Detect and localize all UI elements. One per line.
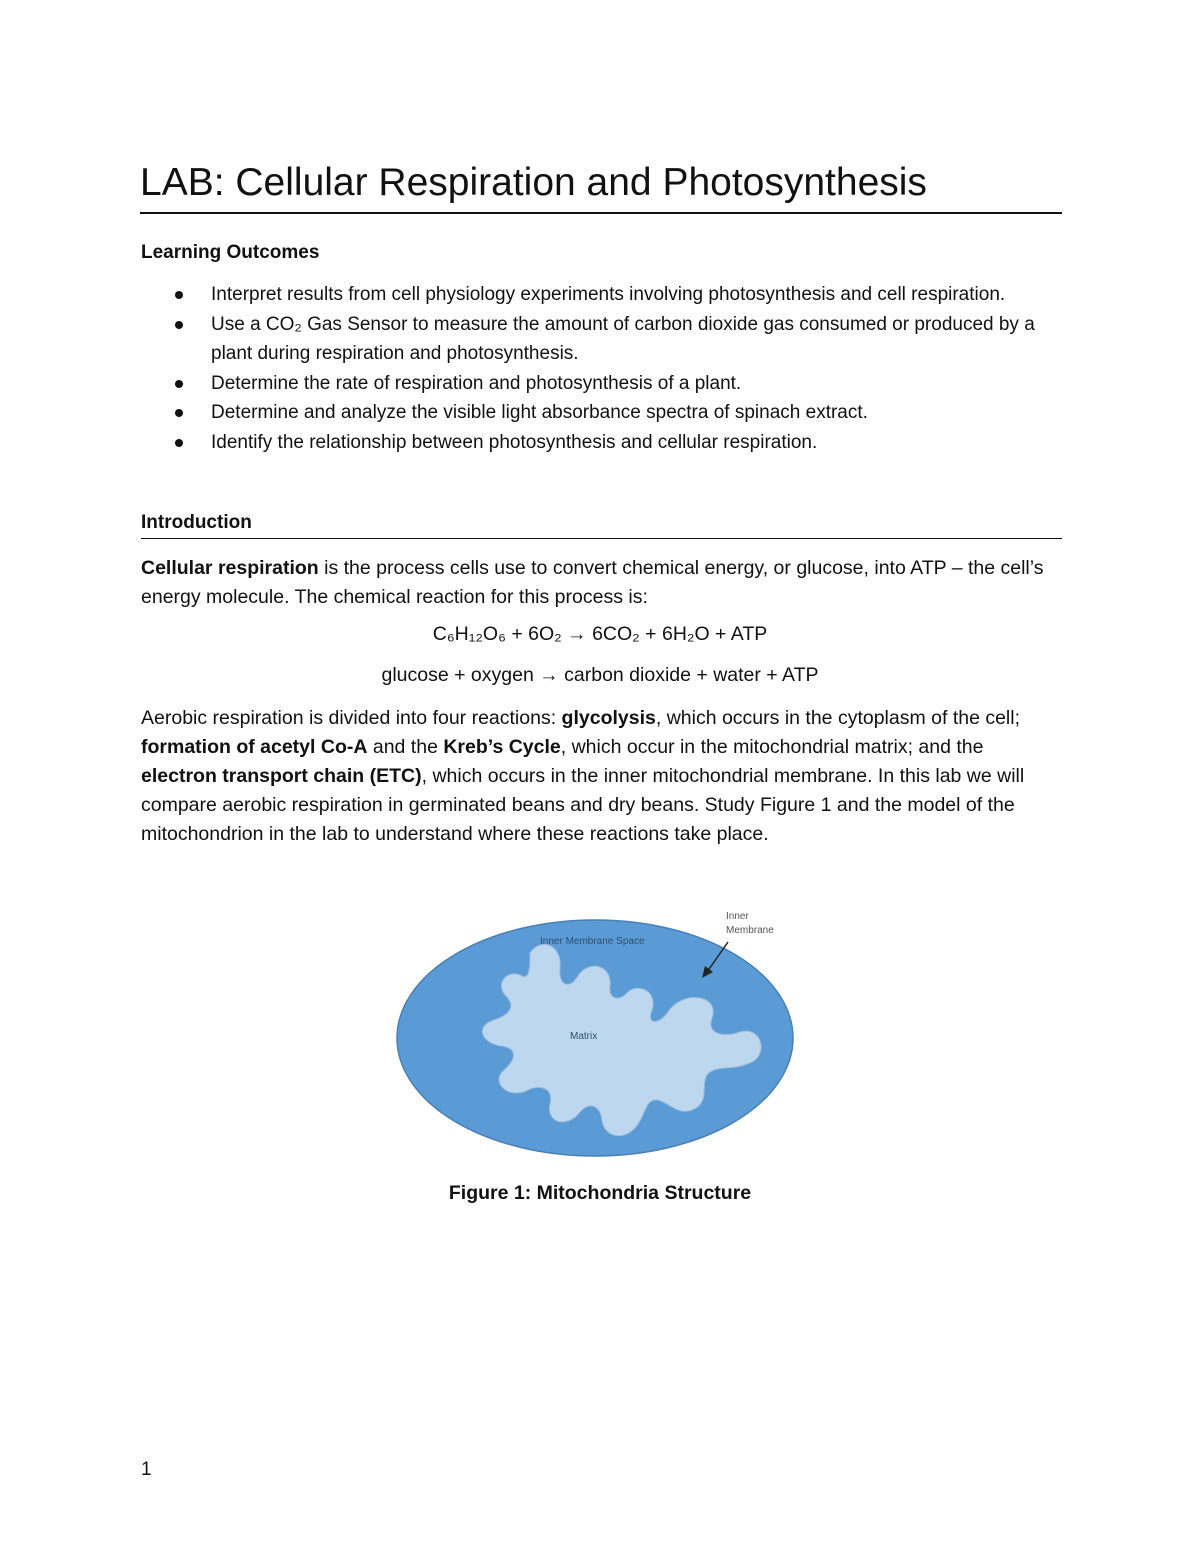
term-krebs-cycle: Kreb’s Cycle bbox=[443, 736, 561, 758]
label-inner-membrane-2: Membrane bbox=[726, 925, 774, 936]
word-equation: glucose + oxygen → carbon dioxide + water + ATP bbox=[381, 664, 819, 686]
text-run: , which occur in the mitochondrial matrix; and the bbox=[560, 736, 984, 758]
term-acetyl-coa: formation of acetyl Co-A bbox=[141, 736, 368, 758]
text-run: and the bbox=[367, 736, 444, 758]
introduction-heading: Introduction bbox=[141, 512, 1062, 539]
page-title: LAB: Cellular Respiration and Photosynthesis bbox=[140, 160, 1062, 214]
label-matrix: Matrix bbox=[570, 1031, 598, 1042]
list-item: Determine the rate of respiration and photosynthesis of a plant. bbox=[140, 369, 1040, 399]
label-inner-membrane-space: Inner Membrane Space bbox=[540, 936, 645, 947]
learning-outcomes-list bbox=[140, 280, 1040, 457]
intro-paragraph-1 bbox=[141, 554, 1061, 612]
term-cellular-respiration: Cellular respiration bbox=[141, 557, 319, 579]
term-etc: electron transport chain (ETC) bbox=[141, 765, 422, 787]
figure-caption: Figure 1: Mitochondria Structure bbox=[448, 1182, 752, 1204]
list-item: Interpret results from cell physiology experiments involving photosynthesis and cell respiration. bbox=[140, 280, 1040, 310]
text-run: Aerobic respiration is divided into four reactions: bbox=[141, 707, 562, 729]
intro-paragraph-2 bbox=[141, 704, 1061, 849]
learning-outcomes-heading: Learning Outcomes bbox=[141, 242, 320, 263]
term-glycolysis: glycolysis bbox=[561, 707, 656, 729]
list-item: Identify the relationship between photosynthesis and cellular respiration. bbox=[140, 428, 1040, 458]
list-item: Use a CO₂ Gas Sensor to measure the amount of carbon dioxide gas consumed or produced by a plant during respiration and photosynthesis. bbox=[140, 310, 1040, 369]
label-inner-membrane-1: Inner bbox=[726, 911, 749, 922]
page-number: 1 bbox=[141, 1459, 152, 1480]
list-item: Determine and analyze the visible light absorbance spectra of spinach extract. bbox=[140, 398, 1040, 428]
mitochondria-diagram bbox=[390, 898, 810, 1168]
text-run: , which occurs in the cytoplasm of the cell; bbox=[655, 707, 1021, 729]
intro-paragraph-1-text: is the process cells use to convert chemical energy, or glucose, into ATP – the cell’s energy molecule. The chemical reaction for this process is: bbox=[141, 557, 1044, 608]
chemical-equation: C₆H₁₂O₆ + 6O₂ → 6CO₂ + 6H₂O + ATP bbox=[432, 623, 768, 645]
text-run: , which occurs in the inner mitochondrial membrane. In this lab we will compare aerobic respiration in germinated beans and dry beans. Study Figure 1 and the model of the mitochondrion in the lab to understand where these reactions take place. bbox=[141, 765, 1025, 845]
